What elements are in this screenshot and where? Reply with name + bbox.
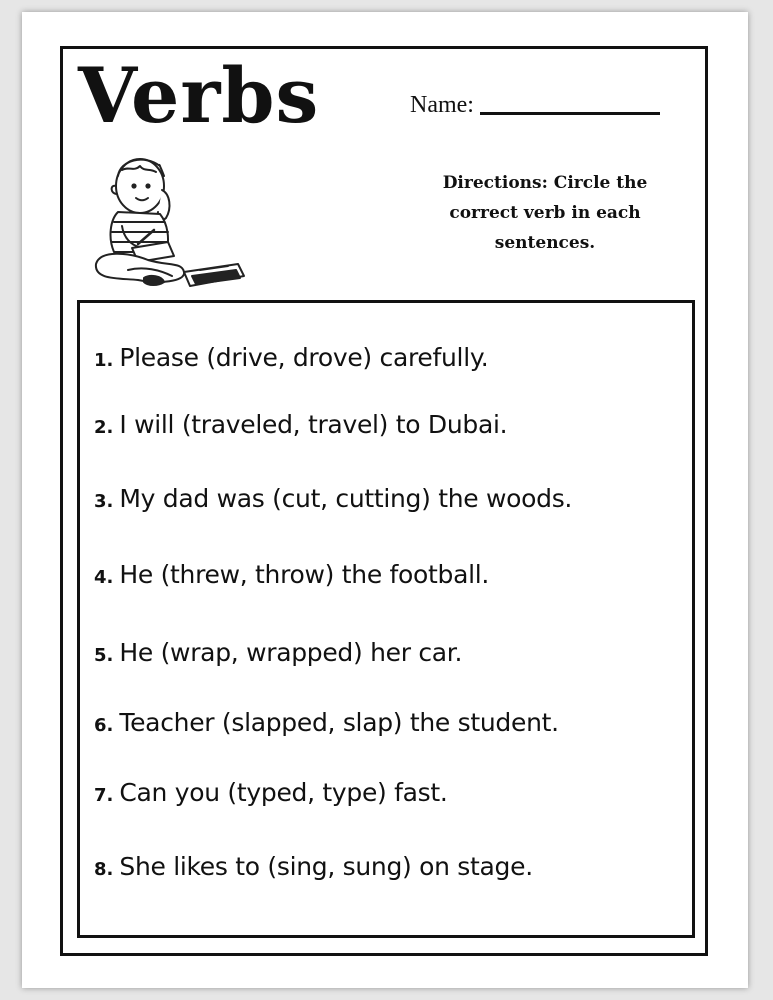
sentence-item bbox=[94, 560, 489, 589]
sentence-text: He (threw, throw) the football. bbox=[119, 560, 490, 589]
sentence-text: Can you (typed, type) fast. bbox=[119, 778, 448, 807]
sentence-text: I will (traveled, travel) to Dubai. bbox=[119, 410, 508, 439]
sentence-item bbox=[94, 343, 488, 372]
worksheet-title: Verbs bbox=[78, 51, 320, 140]
sentence-text: My dad was (cut, cutting) the woods. bbox=[119, 484, 573, 513]
sentence-number: 7. bbox=[94, 785, 114, 806]
sentences-box bbox=[77, 300, 695, 938]
sentence-item bbox=[94, 852, 533, 881]
directions-text: Directions: Circle the correct verb in each sentences. bbox=[442, 173, 648, 253]
sentence-item bbox=[94, 708, 559, 737]
sentence-item bbox=[94, 638, 462, 667]
sentence-number: 3. bbox=[94, 491, 114, 512]
sentence-text: Teacher (slapped, slap) the student. bbox=[119, 708, 559, 737]
name-field bbox=[410, 92, 660, 119]
name-label: Name: bbox=[410, 92, 474, 118]
sentence-number: 1. bbox=[94, 350, 114, 371]
sentence-item bbox=[94, 778, 448, 807]
sentence-number: 2. bbox=[94, 417, 114, 438]
sentence-text: Please (drive, drove) carefully. bbox=[119, 343, 489, 372]
sentence-text: She likes to (sing, sung) on stage. bbox=[119, 852, 533, 881]
sentence-number: 4. bbox=[94, 567, 114, 588]
sentence-item bbox=[94, 410, 507, 439]
sentence-text: He (wrap, wrapped) her car. bbox=[119, 638, 463, 667]
sentence-number: 5. bbox=[94, 645, 114, 666]
sentence-item bbox=[94, 484, 572, 513]
sentence-number: 8. bbox=[94, 859, 114, 880]
sentence-number: 6. bbox=[94, 715, 114, 736]
boy-writing-clipart-icon bbox=[88, 152, 248, 298]
name-blank-line bbox=[480, 112, 660, 115]
